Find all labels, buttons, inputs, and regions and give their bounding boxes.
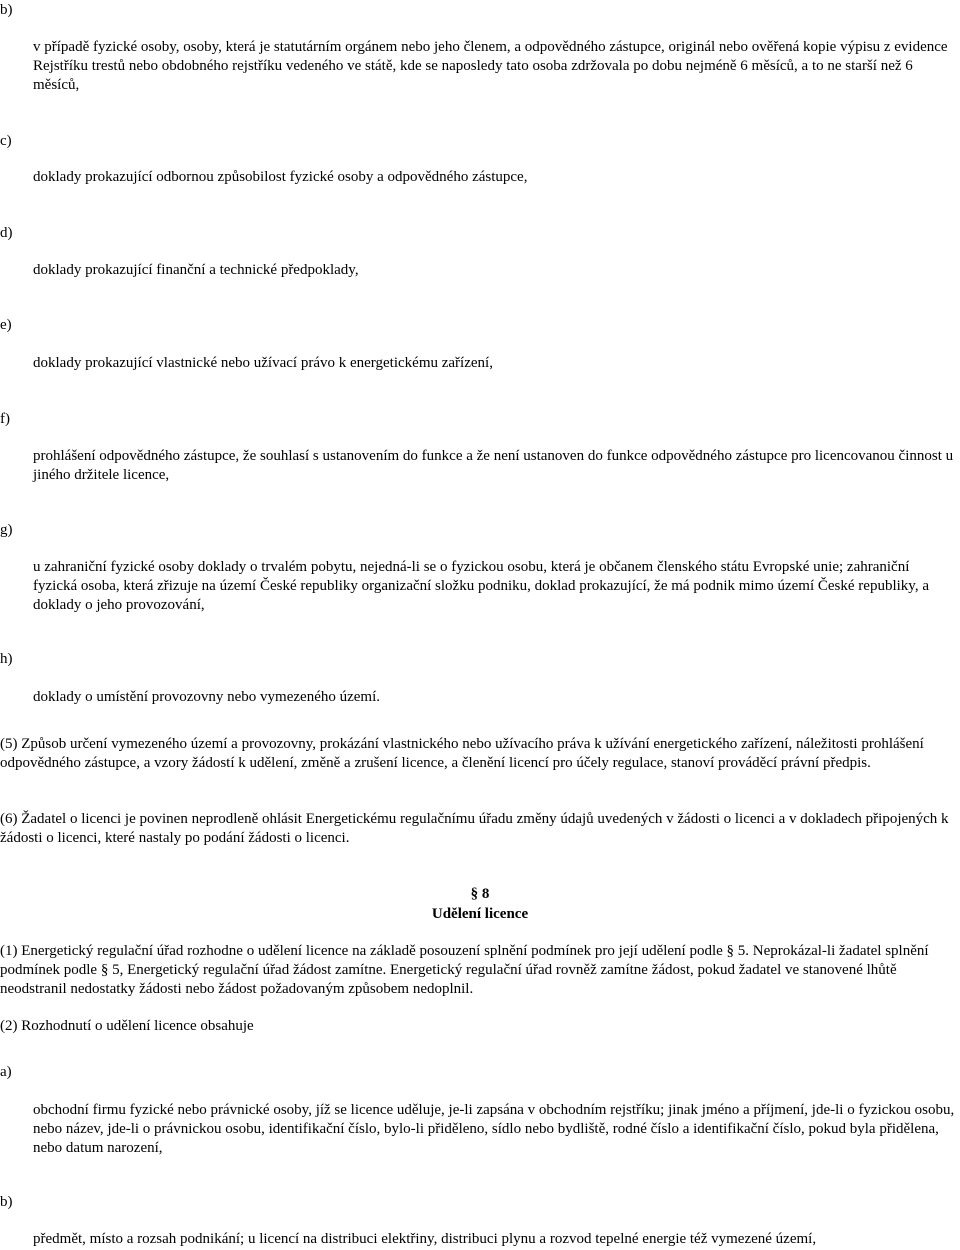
paragraph-5: (5) Způsob určení vymezeného území a provozovny, prokázání vlastnického nebo užívacího práva k užívání energetického zařízení, náležitosti prohlášení odpovědného zástupce, a vzory žádostí k udělení, změně a zrušení licence, a členění licencí pro účely regulace, stanoví prováděcí právní předpis. xyxy=(0,736,924,771)
item-marker-b: b) xyxy=(0,2,13,18)
item-marker-e: e) xyxy=(0,317,12,333)
section-paragraph-2: (2) Rozhodnutí o udělení licence obsahuje xyxy=(0,1018,254,1034)
item-text-c: doklady prokazující odbornou způsobilost fyzické osoby a odpovědného zástupce, xyxy=(33,169,528,185)
item-marker-a: a) xyxy=(0,1064,12,1080)
item-text-b2: předmět, místo a rozsah podnikání; u licencí na distribuci elektřiny, distribuci plynu a rozvod tepelné energie též vymezené území, xyxy=(33,1231,817,1247)
item-marker-h: h) xyxy=(0,651,13,667)
item-marker-b2: b) xyxy=(0,1194,13,1210)
item-text-h: doklady o umístění provozovny nebo vymezeného území. xyxy=(33,689,380,705)
section-title: Udělení licence xyxy=(431,906,529,922)
item-text-d: doklady prokazující finanční a technické předpoklady, xyxy=(33,262,359,278)
item-marker-c: c) xyxy=(0,133,12,149)
item-marker-f: f) xyxy=(0,411,10,427)
item-marker-d: d) xyxy=(0,225,13,241)
item-text-a: obchodní firmu fyzické nebo právnické osoby, jíž se licence uděluje, je-li zapsána v obchodním rejstříku; jinak jméno a příjmení, jde-li o fyzickou osobu, nebo název, jde-li o právnickou osobu, identifikační číslo, bylo-li přiděleno, sídlo nebo bydliště, rodné číslo a identifikační číslo, pokud byla přidělena, nebo datum narození, xyxy=(33,1102,955,1156)
paragraph-6: (6) Žadatel o licenci je povinen neprodleně ohlásit Energetickému regulačnímu úřadu změny údajů uvedených v žádosti o licenci a v dokladech připojených k žádosti o licenci, které nastaly po podání žádosti o licenci. xyxy=(0,811,949,846)
item-text-e: doklady prokazující vlastnické nebo užívací právo k energetickému zařízení, xyxy=(33,355,493,371)
item-text-f: prohlášení odpovědného zástupce, že souhlasí s ustanovením do funkce a že není ustanoven do funkce odpovědného zástupce pro licencovanou činnost u jiného držitele licence, xyxy=(33,448,954,483)
section-number: § 8 xyxy=(470,886,490,902)
item-text-g: u zahraniční fyzické osoby doklady o trvalém pobytu, nejedná-li se o fyzickou osobu, která je občanem členského státu Evropské unie; zahraniční fyzická osoba, která zřizuje na území České republiky organizační složku podniku, doklad prokazující, že má podnik mimo území České republiky, a doklady o jeho provozování, xyxy=(33,559,929,613)
item-text-b: v případě fyzické osoby, osoby, která je statutárním orgánem nebo jeho členem, a odpovědného zástupce, originál nebo ověřená kopie výpisu z evidence Rejstříku trestů nebo obdobného rejstříku vedeného ve státě, kde se naposledy tato osoba zdržovala po dobu nejméně 6 měsíců, a to ne starší než 6 měsíců, xyxy=(33,39,948,93)
section-paragraph-1: (1) Energetický regulační úřad rozhodne o udělení licence na základě posouzení splnění podmínek pro její udělení podle § 5. Neprokázal-li žadatel splnění podmínek podle § 5, Energetický regulační úřad žádost zamítne. Energetický regulační úřad rovněž zamítne žádost, pokud žadatel ve stanovené lhůtě neodstranil nedostatky žádosti nebo žádost požadovaným způsobem nedoplnil. xyxy=(0,943,929,997)
item-marker-g: g) xyxy=(0,522,13,538)
